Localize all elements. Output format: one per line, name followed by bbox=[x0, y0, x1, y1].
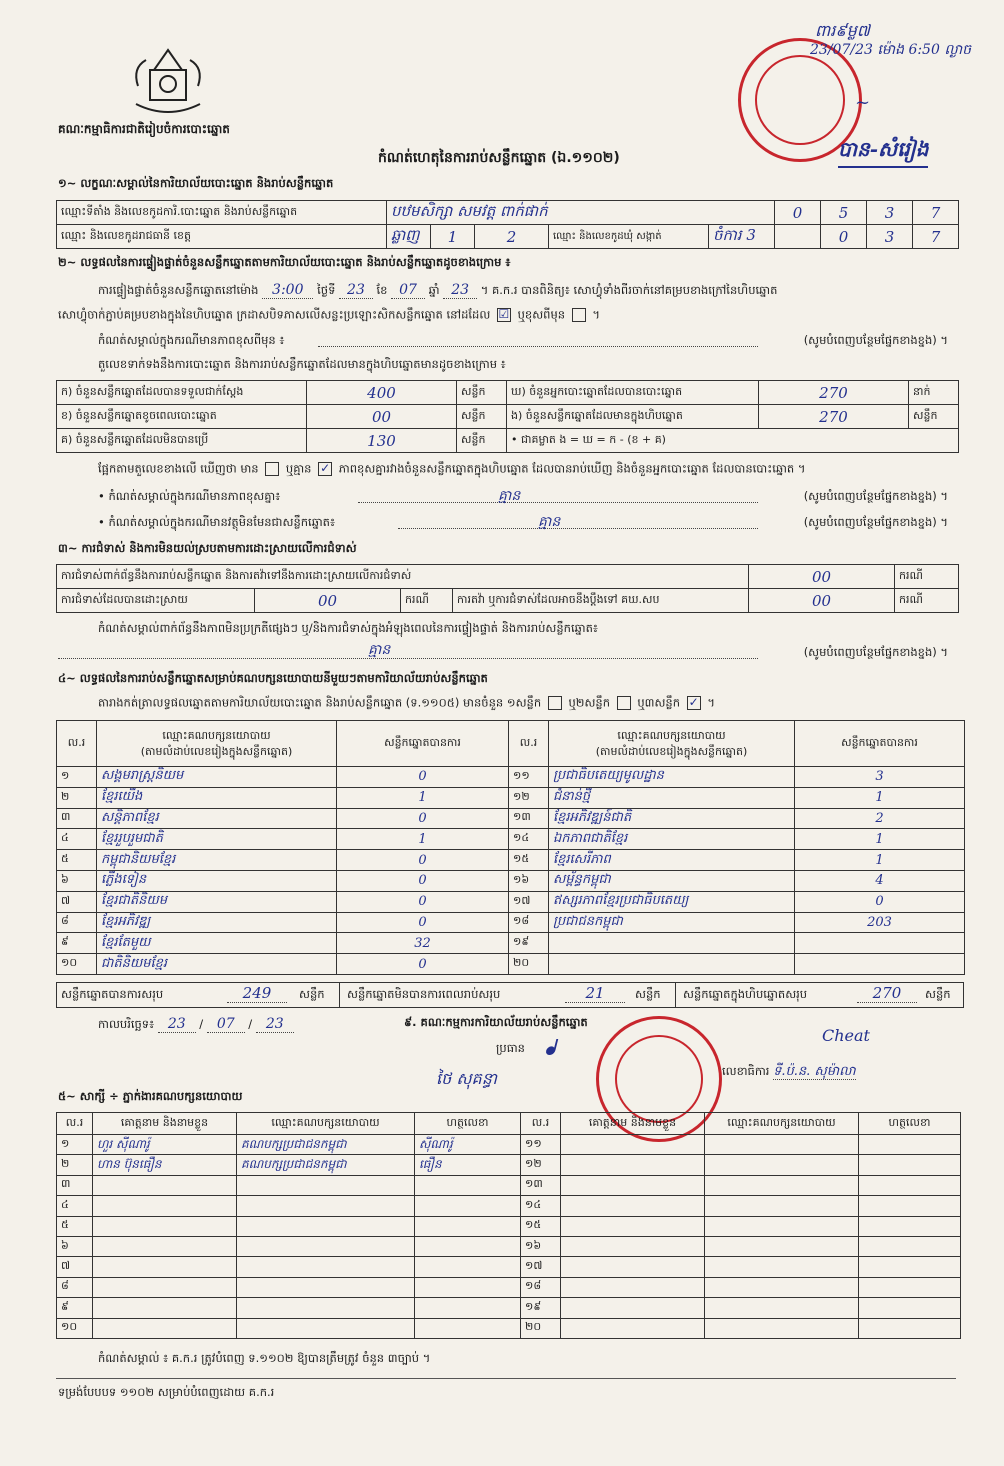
witness-signature bbox=[859, 1298, 961, 1318]
chair-signature: ᖱ bbox=[544, 1036, 556, 1061]
date-month: 07 bbox=[207, 1016, 245, 1033]
location-code-1: 0 bbox=[775, 201, 821, 225]
verify-line-2: សោហ្វុំចាក់ភ្ជាប់គម្របខាងក្នុងនៃហិបឆ្នោត ក្រដាសបិទភាសលើសន្លះប្រឡោះសិកសន្លឹកឆ្នោត នៅដដែល ☑ ឬខុសពីមុន ។ bbox=[58, 307, 600, 322]
witness-signature bbox=[859, 1236, 961, 1256]
nec-emblem-icon bbox=[128, 46, 208, 120]
table-row bbox=[57, 829, 965, 850]
witness-no: ១៤ bbox=[521, 1196, 561, 1216]
party-no: ១១ bbox=[509, 767, 549, 788]
party-no: ៣ bbox=[57, 808, 97, 829]
party-no: ១០ bbox=[57, 954, 97, 975]
witness-party bbox=[237, 1236, 415, 1256]
party-no: ៤ bbox=[57, 829, 97, 850]
table-row bbox=[57, 1196, 961, 1216]
party-no: ១ bbox=[57, 767, 97, 788]
one-sheet-checkbox[interactable] bbox=[548, 696, 562, 710]
party-name: ប្រជាជនកម្ពុជា bbox=[549, 912, 795, 933]
verify-line-1: ការផ្ទៀងផ្ទាត់ចំនួនសន្លឹកឆ្នោតនៅម៉ោង 3:00 ថ្ងៃទី 23 ខែ 07 ឆ្នាំ 23 ។ គ.ក.រ បានពិនិត្យ៖ សោហ្វុំទាំងពីរចាក់នៅគម្របខាងក្រៅនៃហិបឆ្នោត bbox=[98, 282, 778, 298]
table-row bbox=[57, 1318, 961, 1338]
party-name: ជាតិនិយមខ្មែរ bbox=[97, 954, 337, 975]
party-no: ៦ bbox=[57, 870, 97, 891]
province-code-1: 1 bbox=[431, 225, 475, 249]
party-votes: 0 bbox=[337, 870, 509, 891]
witness-no: ៧ bbox=[57, 1257, 93, 1277]
party-results-table: ល.រ ឈ្មោះគណបក្សនយោបាយ (តាមលំដាប់លេខរៀងក្នុងសន្លឹកឆ្នោត) សន្លឹកឆ្នោតបានការ ល.រ ឈ្មោះគណបក្សនយោបាយ (តាមលំដាប់លេខរៀងក្នុងសន្លឹកឆ្នោត) សន្លឹកឆ្នោតបានការ ១ សង្គមរាស្ត្រនិយម 0 ១១ ប្រជាធិបតេយ្យមូលដ្ឋាន 3 ២ ខ្មែរយើង 1 ១២ ជំនាន់ថ្មី 1 ៣ សន្តិភាពខ្មែរ 0 ១៣ ខ្មែរអភិវឌ្ឍន៍ជាតិ 2 ៤ ខ្មែររួបរួមជាតិ 1 ១៤ ឯកភាពជាតិខ្មែរ 1 ៥ កម្ពុជានិយមខ្មែរ 0 ១៥ ខ្មែរសេរីភាព 1 ៦ ភ្លើងទៀន 0 ១៦ សម្ព័ន្ធកម្ពុជា 4 ៧ ខ្មែរជាតិនិយម 0 ១៧ ឥស្សរភាពខ្មែរប្រជាធិបតេយ្យ 0 ៨ ខ្មែរអភិវឌ្ឍ 0 ១៨ ប្រជាជនកម្ពុជា 203 ៩ ខ្មែរតែមួយ 32 ១៩ ១០ ជាតិនិយមខ្មែរ 0 ២០ bbox=[56, 720, 965, 975]
date-day: 23 bbox=[158, 1016, 196, 1033]
party-votes: 0 bbox=[337, 912, 509, 933]
witness-no: ១៦ bbox=[521, 1236, 561, 1256]
ka-label: ក) ចំនួនសន្លឹកឆ្នោតដែលបានទទួលជាក់ស្តែង bbox=[57, 381, 307, 405]
witness-party bbox=[237, 1318, 415, 1338]
party-votes: 0 bbox=[337, 850, 509, 871]
location-code-2: 5 bbox=[821, 201, 867, 225]
table-row bbox=[57, 1236, 961, 1256]
witness-party bbox=[705, 1277, 859, 1297]
witness-signature bbox=[859, 1257, 961, 1277]
party-votes: 3 bbox=[795, 767, 965, 788]
witness-no: ២ bbox=[57, 1155, 93, 1175]
footer-note: កំណត់សម្គាល់ ៖ គ.ក.រ ត្រូវបំពេញ ទ.១១០២ ឱ្យបានត្រឹមត្រូវ ចំនួន ៣ច្បាប់ ។ bbox=[98, 1351, 431, 1365]
ngo-value: 270 bbox=[759, 405, 909, 429]
stamp-signature: ~ bbox=[855, 92, 871, 113]
invalid-total: 21 bbox=[565, 984, 625, 1003]
party-votes: 0 bbox=[795, 891, 965, 912]
objection-appeal-value: 00 bbox=[749, 589, 895, 613]
ka-value: 400 bbox=[307, 381, 457, 405]
table-row bbox=[57, 850, 965, 871]
table-row bbox=[57, 870, 965, 891]
province-value: ឆ្លាញ bbox=[387, 225, 431, 249]
location-label: ឈ្មោះទីតាំង និងលេខកូដការិ.បោះឆ្នោត និងរាប់សន្លឹកឆ្នោត bbox=[57, 201, 387, 225]
witness-name bbox=[561, 1135, 705, 1155]
witness-table: ល.រ គោត្តនាម និងនាមខ្លួន ឈ្មោះគណបក្សនយោបាយ ហត្ថលេខា ល.រ គោត្តនាម និងនាមខ្លួន ឈ្មោះគណបក្សនយោបាយ ហត្ថលេខា ១ ហួរ ស៊ីណារ៉ូ គណបក្សប្រជាជនកម្ពុជា ស៊ីណារ៉ូ ១១ ២ ហាន ប៊ុនធឿន គណបក្សប្រជាជនកម្ពុជា ធឿន ១២ ៣ ១៣ ៤ ១៤ ៥ ១៥ ៦ ១៦ ៧ ១៧ ៨ ១៨ ៩ ១៩ ១០ ២០ bbox=[56, 1112, 961, 1339]
verify-month: 07 bbox=[391, 282, 425, 299]
verify-day: 23 bbox=[339, 282, 373, 299]
party-no: ១៩ bbox=[509, 933, 549, 954]
unchanged-checkbox[interactable]: ☑ bbox=[498, 307, 510, 321]
party-name: ឥស្សរភាពខ្មែរប្រជាធិបតេយ្យ bbox=[549, 891, 795, 912]
party-name bbox=[549, 954, 795, 975]
commune-code-2: 3 bbox=[867, 225, 913, 249]
irregularity-note-value: គ្មាន bbox=[368, 642, 391, 658]
commune-code-1: 0 bbox=[821, 225, 867, 249]
table-row bbox=[57, 1155, 961, 1175]
witness-signature bbox=[859, 1318, 961, 1338]
party-votes: 1 bbox=[795, 787, 965, 808]
witness-signature bbox=[415, 1175, 521, 1195]
witness-no: ៦ bbox=[57, 1236, 93, 1256]
witness-signature bbox=[859, 1196, 961, 1216]
witness-party bbox=[237, 1175, 415, 1195]
totals-line: សន្លឹកឆ្នោតបានការសរុប 249 សន្លឹក សន្លឹកឆ្នោតមិនបានការពេលរាប់សរុប 21 សន្លឹក សន្លឹកឆ្នោតក្នុងហិបឆ្នោតសរុប 270 សន្លឹក bbox=[56, 982, 964, 1008]
witness-name bbox=[93, 1277, 237, 1297]
witness-no: ៨ bbox=[57, 1277, 93, 1297]
objection-row1-value: 00 bbox=[749, 565, 895, 589]
party-no: ១៦ bbox=[509, 870, 549, 891]
nec-logo bbox=[128, 46, 208, 120]
party-name: ភ្លើងទៀន bbox=[97, 870, 337, 891]
witness-party bbox=[237, 1277, 415, 1297]
party-votes: 2 bbox=[795, 808, 965, 829]
commune-value: ចំការ 3 bbox=[709, 225, 775, 249]
witness-name: ហួរ ស៊ីណារ៉ូ bbox=[93, 1135, 237, 1155]
witness-signature bbox=[415, 1236, 521, 1256]
witness-party bbox=[705, 1236, 859, 1256]
party-votes: 1 bbox=[337, 829, 509, 850]
section3-title: ៣~ ការជំទាស់ និងការមិនយល់ស្របតាមការដោះស្រាយលើការជំទាស់ bbox=[58, 541, 357, 555]
section4-title: ៤~ លទ្ធផលនៃការរាប់សន្លឹកឆ្នោតសម្រាប់គណបក្សនយោបាយនីមួយៗតាមការិយាល័យរាប់សន្លឹកឆ្នោត bbox=[58, 671, 488, 685]
section2-title: ២~ លទ្ធផលនៃការផ្ទៀងផ្ទាត់ចំនួនសន្លឹកឆ្នោតតាមការិយាល័យបោះឆ្នោត និងរាប់សន្លឹកឆ្នោតដូចខាងក្រោម ៖ bbox=[58, 255, 511, 269]
witness-name bbox=[93, 1236, 237, 1256]
date-line: កាលបរិច្ឆេទ៖ 23 / 07 / 23 bbox=[98, 1016, 294, 1033]
witness-name bbox=[561, 1196, 705, 1216]
section5-title: ៥~ សាក្សី ÷ ភ្នាក់ងារគណបក្សនយោបាយ bbox=[58, 1089, 243, 1103]
secretary-name: ទី.ប៉.ន. សុម៉ាលា bbox=[773, 1064, 856, 1079]
witness-name bbox=[561, 1216, 705, 1236]
witness-party bbox=[705, 1175, 859, 1195]
ko-label: គ) ចំនួនសន្លឹកឆ្នោតដែលមិនបានប្រើ bbox=[57, 429, 307, 453]
party-votes: 1 bbox=[795, 850, 965, 871]
witness-signature bbox=[415, 1257, 521, 1277]
gho-label: ឃ) ចំនួនអ្នកបោះឆ្នោតដែលបានបោះឆ្នោត bbox=[507, 381, 759, 405]
party-votes: 0 bbox=[337, 891, 509, 912]
form-note: ទម្រង់បែបបទ ១១០២ សម្រាប់បំពេញដោយ គ.ក.រ bbox=[58, 1385, 275, 1399]
witness-name bbox=[561, 1298, 705, 1318]
witness-signature bbox=[415, 1277, 521, 1297]
objection-resolved-label: ការជំទាស់ដែលបានដោះស្រាយ bbox=[57, 589, 255, 613]
witness-signature bbox=[415, 1298, 521, 1318]
party-votes: 1 bbox=[337, 787, 509, 808]
party-no: ១៧ bbox=[509, 891, 549, 912]
section1-title: ១~ លក្ខណៈសម្គាល់នៃការិយាល័យបោះឆ្នោត និងរាប់សន្លឹកឆ្នោត bbox=[58, 176, 334, 190]
section3-table: ការជំទាស់ពាក់ព័ន្ធនឹងការរាប់សន្លឹកឆ្នោត និងការតវ៉ាទៅនឹងការដោះស្រាយលើការជំទាស់ 00 ករណី ការជំទាស់ដែលបានដោះស្រាយ 00 ករណី ការតវ៉ា ឬការជំទាស់ដែលអាចនឹងប្តឹងទៅ គឃ.សប 00 ករណី bbox=[56, 564, 959, 613]
table-row bbox=[57, 912, 965, 933]
party-name: ខ្មែរអភិវឌ្ឍន៍ជាតិ bbox=[549, 808, 795, 829]
province-code-2: 2 bbox=[475, 225, 549, 249]
party-votes: 4 bbox=[795, 870, 965, 891]
stamp-received-label: បាន-សំរៀង bbox=[838, 136, 928, 168]
witness-signature: ធឿន bbox=[415, 1155, 521, 1175]
witness-signature bbox=[859, 1216, 961, 1236]
witness-name bbox=[561, 1155, 705, 1175]
table-row bbox=[57, 1257, 961, 1277]
party-no: ១៥ bbox=[509, 850, 549, 871]
witness-name bbox=[561, 1175, 705, 1195]
tally-intro: តារាងកត់ត្រាលទ្ធផលឆ្នោតតាមការិយាល័យបោះឆ្នោត និងរាប់សន្លឹកឆ្នោត (ទ.១១០៥) មានចំនួន ១សន្លឹក ឬ២សន្លឹក ឬ៣សន្លឹក ✓ ។ bbox=[98, 695, 715, 710]
party-name: ខ្មែរអភិវឌ្ឍ bbox=[97, 912, 337, 933]
witness-party bbox=[705, 1318, 859, 1338]
section1-table bbox=[56, 200, 959, 249]
witness-name bbox=[93, 1196, 237, 1216]
table-row bbox=[57, 933, 965, 954]
witness-name bbox=[561, 1236, 705, 1256]
table-row bbox=[57, 954, 965, 975]
location-value: បឋមសិក្សា សមវត្ត ពាក់ផាក់ bbox=[387, 201, 775, 225]
location-code-3: 3 bbox=[867, 201, 913, 225]
kha-value: 00 bbox=[307, 405, 457, 429]
witness-no: ១០ bbox=[57, 1318, 93, 1338]
different-checkbox[interactable] bbox=[572, 308, 586, 322]
witness-signature bbox=[859, 1155, 961, 1175]
witness-name bbox=[93, 1216, 237, 1236]
witness-no: ១៧ bbox=[521, 1257, 561, 1277]
location-code-4: 7 bbox=[913, 201, 959, 225]
table-row bbox=[57, 891, 965, 912]
formula: • ជាគម្លាត ង = ឃ = ក - (ខ + គ) bbox=[507, 429, 959, 453]
figures-intro: តួលេខទាក់ទងនឹងការបោះឆ្នោត និងការរាប់សន្លឹកឆ្នោតដែលមានក្នុងហិបឆ្នោតមានដូចខាងក្រោម ៖ bbox=[98, 357, 506, 371]
party-votes: 203 bbox=[795, 912, 965, 933]
section2-figures-table: ក) ចំនួនសន្លឹកឆ្នោតដែលបានទទួលជាក់ស្តែង 400 សន្លឹក ឃ) ចំនួនអ្នកបោះឆ្នោតដែលបានបោះឆ្នោត 270 នាក់ ខ) ចំនួនសន្លឹកឆ្នោតខូចពេលបោះឆ្នោត 00 សន្លឹក ង) ចំនួនសន្លឹកឆ្នោតដែលមានក្នុងហិបឆ្នោត 270 សន្លឹក គ) ចំនួនសន្លឹកឆ្នោតដែលមិនបានប្រើ 130 សន្លឹក • ជាគម្លាត ង = ឃ = ក - (ខ + គ) bbox=[56, 380, 959, 453]
table-row bbox=[57, 1277, 961, 1297]
witness-no: ៤ bbox=[57, 1196, 93, 1216]
witness-signature bbox=[415, 1318, 521, 1338]
witness-party bbox=[705, 1155, 859, 1175]
verify-year: 23 bbox=[443, 282, 477, 299]
witness-no: ១ bbox=[57, 1135, 93, 1155]
witness-name bbox=[93, 1257, 237, 1277]
org-name: គណៈកម្មាធិការជាតិរៀបចំការបោះឆ្នោត bbox=[58, 122, 230, 136]
objection-appeal-label: ការតវ៉ា ឬការជំទាស់ដែលអាចនឹងប្តឹងទៅ គឃ.សប bbox=[453, 589, 749, 613]
party-name: ខ្មែរតែមួយ bbox=[97, 933, 337, 954]
party-no: ២ bbox=[57, 787, 97, 808]
witness-name bbox=[561, 1257, 705, 1277]
secretary-signature: Cheat bbox=[822, 1026, 870, 1045]
table-row bbox=[57, 1298, 961, 1318]
compare-line: ផ្អែកតាមតួលេខខាងលើ ឃើញថា មាន ឬគ្មាន ✓ ភាពខុសគ្នារវាងចំនួនសន្លឹកឆ្នោតក្នុងហិបឆ្នោត ដែលបានរាប់ឃើញ និងចំនួនអ្នកបោះឆ្នោត ដែលបានបោះឆ្នោត ។ bbox=[98, 461, 806, 476]
table-row bbox=[57, 767, 965, 788]
witness-signature bbox=[859, 1135, 961, 1155]
valid-total: 249 bbox=[227, 984, 287, 1003]
chair-label: ប្រធាន bbox=[496, 1041, 525, 1055]
secretary-line: លេខាធិការ ទី.ប៉.ន. សុម៉ាលា bbox=[722, 1064, 856, 1079]
party-name bbox=[549, 933, 795, 954]
party-name: សម្ព័ន្ធកម្ពុជា bbox=[549, 870, 795, 891]
witness-party bbox=[237, 1196, 415, 1216]
form-title: កំណត់ហេតុនៃការរាប់សន្លឹកឆ្នោត (ឯ.១១០២) bbox=[378, 150, 620, 166]
note-diff-value: គ្មាន bbox=[498, 488, 521, 504]
date-year: 23 bbox=[256, 1016, 294, 1033]
witness-signature: ស៊ីណារ៉ូ bbox=[415, 1135, 521, 1155]
party-no: ១២ bbox=[509, 787, 549, 808]
commune-code-blank bbox=[775, 225, 821, 249]
party-no: ៩ bbox=[57, 933, 97, 954]
table-row bbox=[57, 1175, 961, 1195]
verify-time: 3:00 bbox=[262, 282, 313, 299]
party-name: ខ្មែរសេរីភាព bbox=[549, 850, 795, 871]
party-col-header: ឈ្មោះគណបក្សនយោបាយ (តាមលំដាប់លេខរៀងក្នុងសន្លឹកឆ្នោត) bbox=[97, 721, 337, 767]
ballot-box-total: 270 bbox=[857, 984, 917, 1003]
witness-signature bbox=[415, 1196, 521, 1216]
party-name: សង្គមរាស្ត្រនិយម bbox=[97, 767, 337, 788]
party-no: ៨ bbox=[57, 912, 97, 933]
party-name: ជំនាន់ថ្មី bbox=[549, 787, 795, 808]
party-no: ១៨ bbox=[509, 912, 549, 933]
three-sheet-checkbox[interactable]: ✓ bbox=[688, 695, 699, 709]
objection-resolved-value: 00 bbox=[255, 589, 401, 613]
table-row bbox=[57, 1216, 961, 1236]
witness-name bbox=[93, 1175, 237, 1195]
witness-no: ១១ bbox=[521, 1135, 561, 1155]
party-no: ៧ bbox=[57, 891, 97, 912]
witness-name bbox=[561, 1318, 705, 1338]
party-col-header-right: ឈ្មោះគណបក្សនយោបាយ (តាមលំដាប់លេខរៀងក្នុងសន្លឹកឆ្នោត) bbox=[549, 721, 795, 767]
party-no: ៥ bbox=[57, 850, 97, 871]
witness-signature bbox=[859, 1175, 961, 1195]
witness-no: ២០ bbox=[521, 1318, 561, 1338]
witness-no: ៣ bbox=[57, 1175, 93, 1195]
election-record-page: គណៈកម្មាធិការជាតិរៀបចំការបោះឆ្នោត ពារ៩ម្ល៧ 23/07/23 ម៉ោង 6:50 ល្ងាច ~ បាន-សំរៀង កំណត់ហេតុនៃការរាប់សន្លឹកឆ្នោត (ឯ.១១០២) ១~ លក្ខណៈសម្គាល់នៃការិយាល័យបោះឆ្នោត និងរាប់សន្លឹកឆ្នោត ឈ្មោះទីតាំង និងលេខកូដការិ.បោះឆ្នោត និងរាប់សន្លឹកឆ្នោត បឋមសិក្សា សមវត្ត ពាក់ផាក់ 0 5 3 7 ឈ្មោះ និងលេខកូដរាជធានី ខេត្ត ឆ្លាញ 1 2 ឈ្មោះ និងលេខកូដឃុំ សង្កាត់ ចំការ 3 0 3 7 ២~ លទ្ធផលនៃការផ្ទៀងផ្ទាត់ចំនួនសន្លឹកឆ្នោតតាមការិយាល័យបោះឆ្នោត និងរាប់សន្លឹកឆ្នោតដូចខាងក្រោម ៖ ការផ្ទៀងផ្ទាត់ចំនួនសន្លឹកឆ្នោតនៅម៉ោង 3:00 ថ្ងៃទី 23 ខែ 07 ឆ្នាំ 23 ។ គ.ក.រ បានពិនិត្យ៖ សោហ្វុំទាំងពីរចាក់នៅគម្របខាងក្រៅនៃហិបឆ្នោត សោហ្វុំចាក់ភ្ជាប់គម្របខាងក្នុងនៃហិបឆ្នោត ក្រដាសបិទភាសលើសន្លះប្រឡោះសិកសន្លឹកឆ្នោត នៅដដែល ☑ ឬខុសពីមុន ។ កំណត់សម្គាល់ក្នុងករណីមានភាពខុសពីមុន ៖ (សូមបំពេញបន្ថែមផ្នែកខាងខ្នង) ។ តួលេខទាក់ទងនឹងការបោះឆ្នោត និងការរាប់សន្លឹកឆ្នោតដែលមានក្នុងហិបឆ្នោតមានដូចខាងក្រោម ៖ ក) ចំនួនសន្លឹកឆ្នោតដែលបានទទួលជាក់ស្តែង 400 សន្លឹក ឃ) ចំនួនអ្នកបោះឆ្នោតដែលបានបោះឆ្នោត 270 នាក់ ខ) ចំនួនសន្លឹកឆ្នោតខូចពេលបោះឆ្នោត 00 សន្លឹក ង) ចំនួនសន្លឹកឆ្នោតដែលមានក្នុងហិបឆ្នោត 270 សន្លឹក គ) ចំនួនសន្លឹកឆ្នោតដែលមិនបានប្រើ 130 សន្លឹក • ជាគម្លាត ង = ឃ = ក - (ខ + គ) ផ្អែកតាមតួលេខខាងលើ ឃើញថា មាន ឬគ្មាន ✓ ភាពខុសគ្នារវាងចំនួនសន្លឹកឆ្នោតក្នុងហិបឆ្នោត ដែលបានរាប់ឃើញ និងចំនួនអ្នកបោះឆ្នោត ដែលបានបោះឆ្នោត ។ • កំណត់សម្គាល់ក្នុងករណីមានភាពខុសគ្នា៖ គ្មាន (សូមបំពេញបន្ថែមផ្នែកខាងខ្នង) ។ • កំណត់សម្គាល់ក្នុងករណីមានវត្ថុមិនមែនជាសន្លឹកឆ្នោត៖ គ្មាន (សូមបំពេញបន្ថែមផ្នែកខាងខ្នង) ។ ៣~ ការជំទាស់ និងការមិនយល់ស្របតាមការដោះស្រាយលើការជំទាស់ ការជំទាស់ពាក់ព័ន្ធនឹងការរាប់សន្លឹកឆ្នោត និងការតវ៉ាទៅនឹងការដោះស្រាយលើការជំទាស់ 00 ករណី ការជំទាស់ដែលបានដោះស្រាយ 00 ករណី ការតវ៉ា ឬការជំទាស់ដែលអាចនឹងប្តឹងទៅ គឃ.សប 00 ករណី កំណត់សម្គាល់ពាក់ព័ន្ធនឹងភាពមិនប្រក្រតីផ្សេងៗ ឬ/និងការជំទាស់ក្នុងអំឡុងពេលនៃការផ្ទៀងផ្ទាត់ និងការរាប់សន្លឹកឆ្នោត៖ គ្មាន (សូមបំពេញបន្ថែមផ្នែកខាងខ្នង) ។ ៤~ លទ្ធផលនៃការរាប់សន្លឹកឆ្នោតសម្រាប់គណបក្សនយោបាយនីមួយៗតាមការិយាល័យរាប់សន្លឹកឆ្នោត តារាងកត់ត្រាលទ្ធផលឆ្នោតតាមការិយាល័យបោះឆ្នោត និងរាប់សន្លឹកឆ្នោត (ទ.១១០៥) មានចំនួន ១សន្លឹក ឬ២សន្លឹក ឬ៣សន្លឹក ✓ ។ ល.រ ឈ្មោះគណបក្សនយោបាយ (តាមលំដាប់លេខរៀងក្នុងសន្លឹកឆ្នោត) សន្លឹកឆ្នោតបានការ ល.រ ឈ្មោះគណបក្សនយោបាយ (តាមលំដាប់លេខរៀងក្នុងសន្លឹកឆ្នោត) សន្លឹកឆ្នោតបានការ ១ សង្គមរាស្ត្រនិយម 0 ១១ ប្រជាធិបតេយ្យមូលដ្ឋាន 3 ២ ខ្មែរយើង 1 ១២ ជំនាន់ថ្មី 1 ៣ សន្តិភាពខ្មែរ 0 ១៣ ខ្មែរអភិវឌ្ឍន៍ជាតិ 2 ៤ ខ្មែររួបរួមជាតិ 1 ១៤ ឯកភាពជាតិខ្មែរ 1 ៥ កម្ពុជានិយមខ្មែរ 0 ១៥ ខ្មែរសេរីភាព 1 ៦ ភ្លើងទៀន 0 ១៦ សម្ព័ន្ធកម្ពុជា 4 ៧ ខ្មែរជាតិនិយម 0 ១៧ ឥស្សរភាពខ្មែរប្រជាធិបតេយ្យ 0 ៨ ខ្មែរអភិវឌ្ឍ 0 ១៨ ប្រជាជនកម្ពុជា 203 ៩ ខ្មែរតែមួយ 32 ១៩ ១០ ជាតិនិយមខ្មែរ 0 ២០ សន្លឹកឆ្នោតបានការសរុប 249 សន្លឹក សន្លឹកឆ្នោតមិនបានការពេលរាប់សរុប 21 សន្លឹក សន្លឹកឆ្នោតក្នុងហិបឆ្នោតសរុប 270 សន្លឹក កាលបរិច្ឆេទ៖ 23 / 07 / 23 ៩. គណៈកម្មការការិយាល័យរាប់សន្លឹកឆ្នោត ប្រធាន ᖱ ថៃ សុគន្ធា Cheat លេខាធិការ ទី.ប៉.ន. សុម៉ាលា ៥~ សាក្សី ÷ ភ្នាក់ងារគណបក្សនយោបាយ ល.រ គោត្តនាម និងនាមខ្លួន ឈ្មោះគណបក្សនយោបាយ ហត្ថលេខា ល.រ គោត្តនាម និងនាមខ្លួន ឈ្មោះគណបក្សនយោបាយ ហត្ថលេខា ១ ហួរ ស៊ីណារ៉ូ គណបក្សប្រជាជនកម្ពុជា ស៊ីណារ៉ូ ១១ ២ ហាន ប៊ុនធឿន គណបក្សប្រជាជនកម្ពុជា ធឿន ១២ ៣ ១៣ ៤ ១៤ ៥ ១៥ ៦ ១៦ ៧ ១៧ ៨ ១៨ ៩ ១៩ ១០ ២០ កំណត់សម្គាល់ ៖ គ.ក.រ ត្រូវបំពេញ ទ.១១០២ ឱ្យបានត្រឹមត្រូវ ចំនួន ៣ច្បាប់ ។ ទម្រង់បែបបទ ១១០២ សម្រាប់បំពេញដោយ គ.ក.រ bbox=[58, 21, 971, 1399]
witness-no: ១៩ bbox=[521, 1298, 561, 1318]
witness-no: ១៥ bbox=[521, 1216, 561, 1236]
witness-signature bbox=[415, 1216, 521, 1236]
table-row bbox=[57, 808, 965, 829]
kha-label: ខ) ចំនួនសន្លឹកឆ្នោតខូចពេលបោះឆ្នោត bbox=[57, 405, 307, 429]
two-sheet-checkbox[interactable] bbox=[617, 696, 631, 710]
witness-party bbox=[237, 1257, 415, 1277]
stamp-ref: ពារ៩ម្ល៧ bbox=[815, 21, 870, 40]
witness-no: ៩ bbox=[57, 1298, 93, 1318]
witness-no: ១២ bbox=[521, 1155, 561, 1175]
note-prev-line: កំណត់សម្គាល់ក្នុងករណីមានភាពខុសពីមុន ៖ (សូមបំពេញបន្ថែមផ្នែកខាងខ្នង) ។ bbox=[98, 333, 948, 347]
witness-party bbox=[237, 1298, 415, 1318]
has-difference-checkbox[interactable] bbox=[265, 462, 279, 476]
note-diff-line: • កំណត់សម្គាល់ក្នុងករណីមានភាពខុសគ្នា៖ គ្មាន (សូមបំពេញបន្ថែមផ្នែកខាងខ្នង) ។ bbox=[98, 488, 948, 504]
party-name: ខ្មែររួបរួមជាតិ bbox=[97, 829, 337, 850]
table-row bbox=[57, 1135, 961, 1155]
note-invalid-value: គ្មាន bbox=[538, 514, 561, 530]
province-label: ឈ្មោះ និងលេខកូដរាជធានី ខេត្ត bbox=[57, 225, 387, 249]
witness-party bbox=[705, 1216, 859, 1236]
witness-no: ១៨ bbox=[521, 1277, 561, 1297]
witness-no: ៥ bbox=[57, 1216, 93, 1236]
ko-value: 130 bbox=[307, 429, 457, 453]
witness-signature bbox=[859, 1277, 961, 1297]
witness-party bbox=[705, 1257, 859, 1277]
irregularity-note-label: កំណត់សម្គាល់ពាក់ព័ន្ធនឹងភាពមិនប្រក្រតីផ្សេងៗ ឬ/និងការជំទាស់ក្នុងអំឡុងពេលនៃការផ្ទៀងផ្ទាត់ និងការរាប់សន្លឹកឆ្នោត៖ bbox=[98, 621, 598, 635]
witness-party: គណបក្សប្រជាជនកម្ពុជា bbox=[237, 1155, 415, 1175]
party-votes: 1 bbox=[795, 829, 965, 850]
party-name: ឯកភាពជាតិខ្មែរ bbox=[549, 829, 795, 850]
party-votes: 0 bbox=[337, 767, 509, 788]
witness-no: ១៣ bbox=[521, 1175, 561, 1195]
committee-label: ៩. គណៈកម្មការការិយាល័យរាប់សន្លឹកឆ្នោត bbox=[404, 1015, 588, 1029]
party-name: សន្តិភាពខ្មែរ bbox=[97, 808, 337, 829]
party-no: ១៣ bbox=[509, 808, 549, 829]
party-votes: 0 bbox=[337, 808, 509, 829]
party-votes bbox=[795, 933, 965, 954]
witness-party bbox=[705, 1135, 859, 1155]
no-difference-checkbox[interactable]: ✓ bbox=[320, 461, 331, 475]
witness-name: ហាន ប៊ុនធឿន bbox=[93, 1155, 237, 1175]
ngo-label: ង) ចំនួនសន្លឹកឆ្នោតដែលមានក្នុងហិបឆ្នោត bbox=[507, 405, 759, 429]
witness-party bbox=[705, 1196, 859, 1216]
stamp-datetime: 23/07/23 ម៉ោង 6:50 ល្ងាច bbox=[810, 42, 971, 58]
party-votes bbox=[795, 954, 965, 975]
witness-name bbox=[93, 1298, 237, 1318]
party-votes: 0 bbox=[337, 954, 509, 975]
objection-row1-label: ការជំទាស់ពាក់ព័ន្ធនឹងការរាប់សន្លឹកឆ្នោត និងការតវ៉ាទៅនឹងការដោះស្រាយលើការជំទាស់ bbox=[57, 565, 749, 589]
chair-name: ថៃ សុគន្ធា bbox=[436, 1069, 497, 1088]
party-name: ខ្មែរជាតិនិយម bbox=[97, 891, 337, 912]
commune-code-3: 7 bbox=[913, 225, 959, 249]
witness-name bbox=[93, 1318, 237, 1338]
party-votes: 32 bbox=[337, 933, 509, 954]
witness-name bbox=[561, 1277, 705, 1297]
note-invalid-line: • កំណត់សម្គាល់ក្នុងករណីមានវត្ថុមិនមែនជាសន្លឹកឆ្នោត៖ គ្មាន (សូមបំពេញបន្ថែមផ្នែកខាងខ្នង) ។ bbox=[98, 514, 948, 530]
party-no: ១៤ bbox=[509, 829, 549, 850]
party-name: ប្រជាធិបតេយ្យមូលដ្ឋាន bbox=[549, 767, 795, 788]
party-name: ខ្មែរយើង bbox=[97, 787, 337, 808]
party-name: កម្ពុជានិយមខ្មែរ bbox=[97, 850, 337, 871]
witness-party: គណបក្សប្រជាជនកម្ពុជា bbox=[237, 1135, 415, 1155]
gho-value: 270 bbox=[759, 381, 909, 405]
table-row bbox=[57, 787, 965, 808]
party-no: ២០ bbox=[509, 954, 549, 975]
witness-party bbox=[237, 1216, 415, 1236]
commune-label: ឈ្មោះ និងលេខកូដឃុំ សង្កាត់ bbox=[549, 225, 709, 249]
witness-party bbox=[705, 1298, 859, 1318]
